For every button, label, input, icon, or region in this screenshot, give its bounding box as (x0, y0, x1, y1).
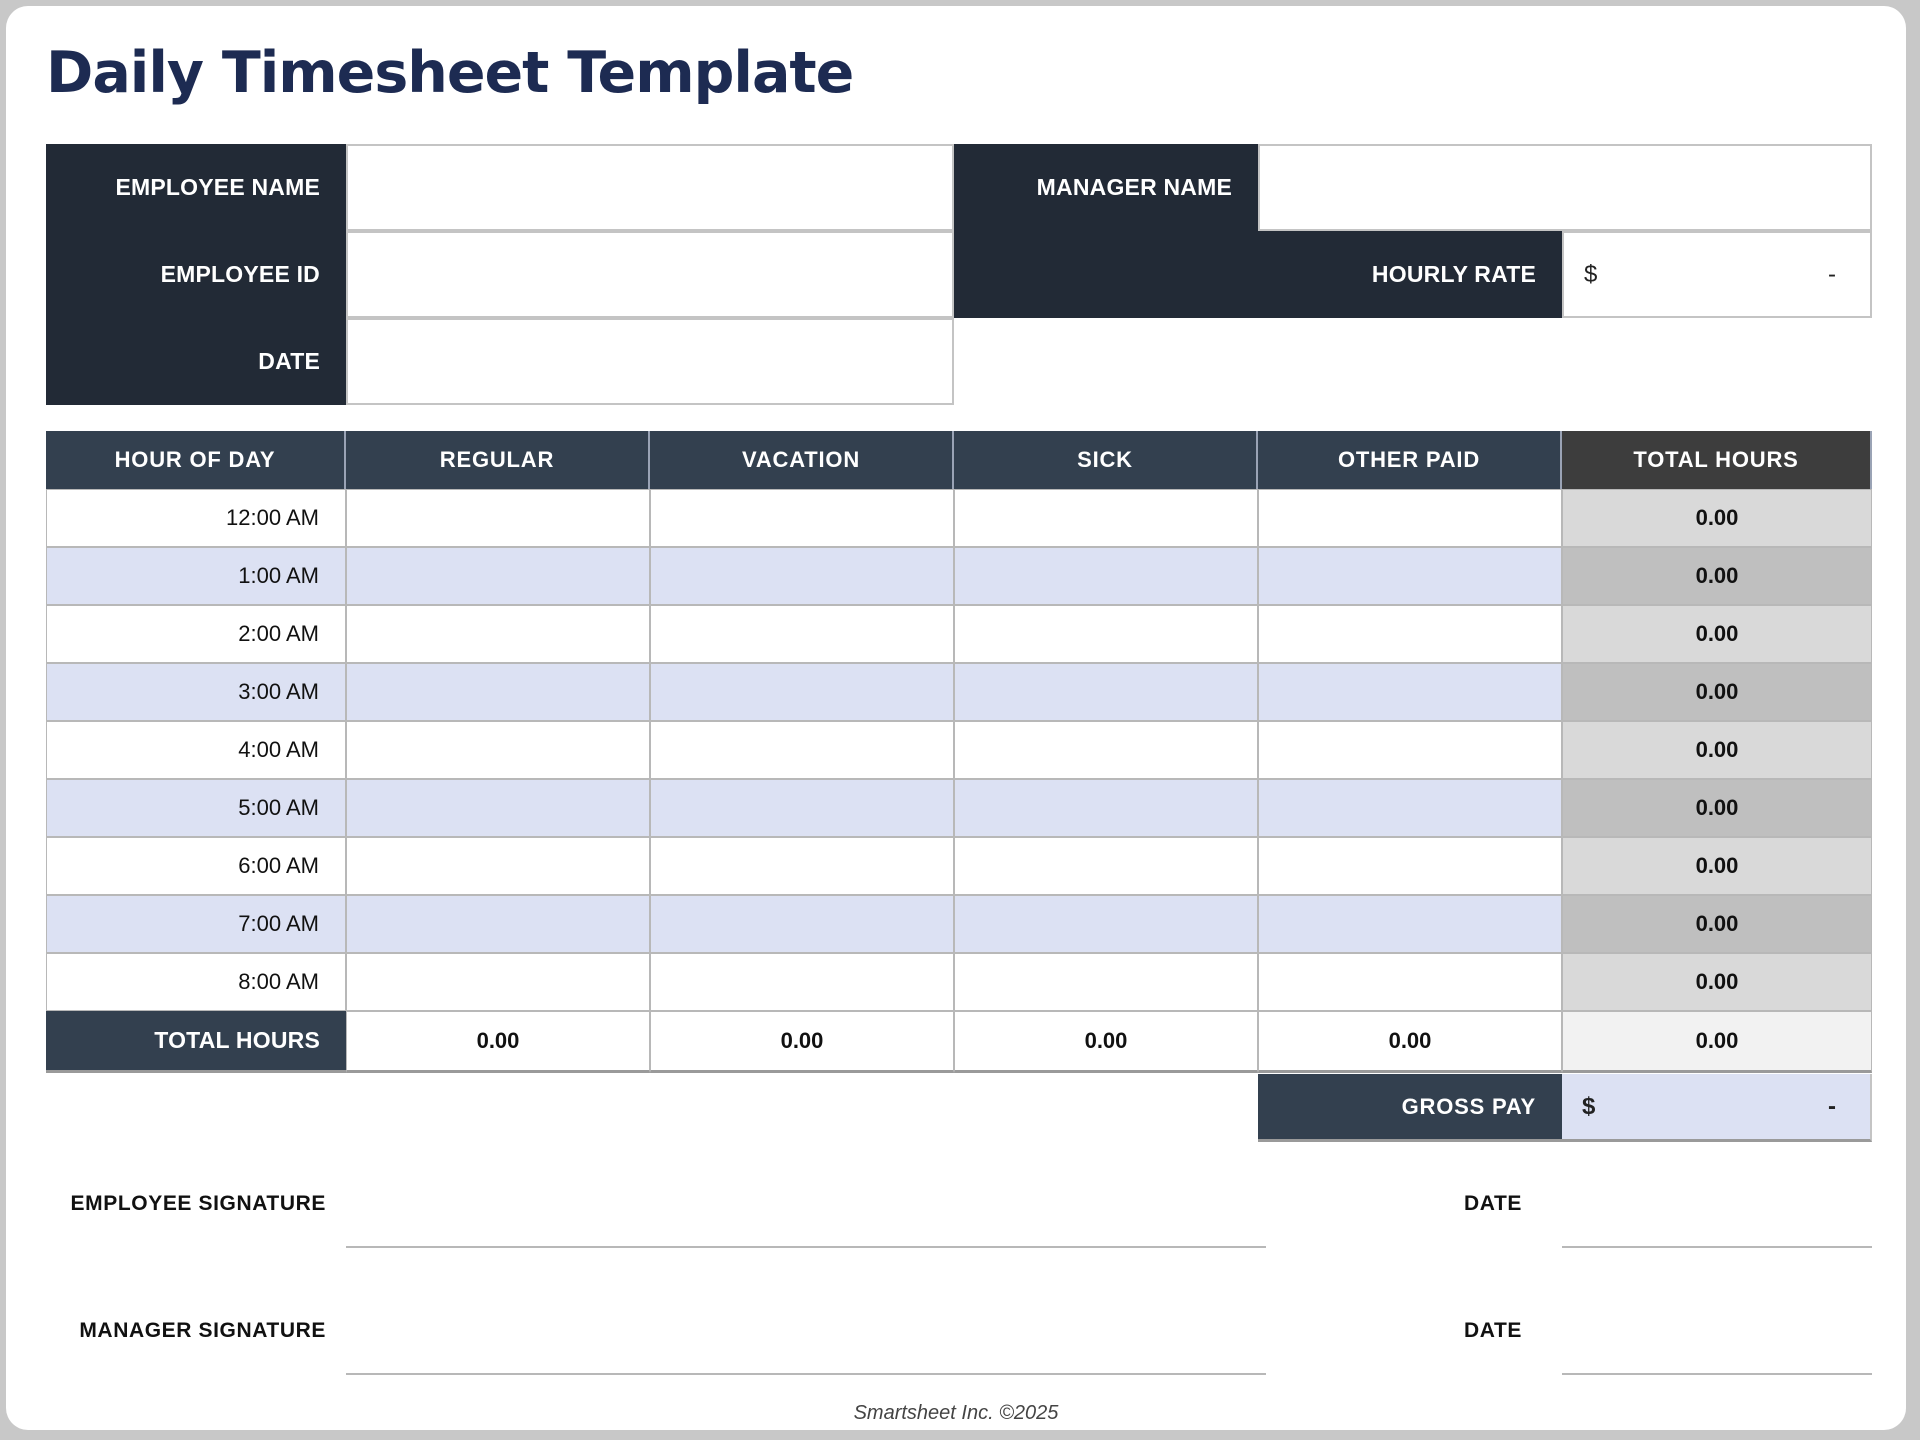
column-header-total: TOTAL HOURS (1562, 431, 1872, 489)
hours-input-other-paid[interactable] (1258, 953, 1562, 1011)
hours-input-sick[interactable] (954, 605, 1258, 663)
row-hour-label: 6:00 AM (46, 837, 346, 895)
column-header-hour: HOUR OF DAY (46, 431, 346, 489)
row-hour-label: 4:00 AM (46, 721, 346, 779)
hours-input-regular[interactable] (346, 895, 650, 953)
row-total-hours: 0.00 (1562, 895, 1872, 953)
row-hour-label: 7:00 AM (46, 895, 346, 953)
total-hours-label: TOTAL HOURS (46, 1011, 346, 1073)
row-hour-label: 8:00 AM (46, 953, 346, 1011)
column-header-sick: SICK (954, 431, 1258, 489)
hours-input-sick[interactable] (954, 895, 1258, 953)
employee-name-label: EMPLOYEE NAME (46, 144, 346, 231)
hours-input-vacation[interactable] (650, 721, 954, 779)
hours-input-regular[interactable] (346, 547, 650, 605)
hours-input-vacation[interactable] (650, 953, 954, 1011)
total-sick: 0.00 (954, 1011, 1258, 1073)
page-title: Daily Timesheet Template (46, 40, 854, 106)
manager-name-label: MANAGER NAME (954, 144, 1258, 231)
hours-input-regular[interactable] (346, 663, 650, 721)
hourly-rate-currency: $ (1584, 260, 1598, 288)
gross-pay-currency: $ (1582, 1092, 1596, 1120)
hours-input-vacation[interactable] (650, 605, 954, 663)
hours-input-other-paid[interactable] (1258, 605, 1562, 663)
column-header-vacation: VACATION (650, 431, 954, 489)
row-total-hours: 0.00 (1562, 663, 1872, 721)
row-hour-label: 5:00 AM (46, 779, 346, 837)
total-vacation: 0.00 (650, 1011, 954, 1073)
row-total-hours: 0.00 (1562, 837, 1872, 895)
gross-pay-field (1562, 1074, 1872, 1142)
date-field[interactable] (346, 318, 954, 405)
hours-input-regular[interactable] (346, 837, 650, 895)
hours-input-vacation[interactable] (650, 779, 954, 837)
total-total: 0.00 (1562, 1011, 1872, 1073)
date-label: DATE (46, 318, 346, 405)
row-hour-label: 2:00 AM (46, 605, 346, 663)
row-hour-label: 1:00 AM (46, 547, 346, 605)
hours-input-vacation[interactable] (650, 837, 954, 895)
hours-input-other-paid[interactable] (1258, 547, 1562, 605)
hours-input-vacation[interactable] (650, 895, 954, 953)
employee-signature-line[interactable] (346, 1246, 1266, 1248)
employee-name-field[interactable] (346, 144, 954, 231)
hours-input-other-paid[interactable] (1258, 837, 1562, 895)
row-total-hours: 0.00 (1562, 953, 1872, 1011)
employee-date-label: DATE (1463, 1192, 1522, 1215)
timesheet-page (6, 6, 1906, 1430)
hours-input-vacation[interactable] (650, 663, 954, 721)
hourly-rate-label: HOURLY RATE (954, 231, 1562, 318)
hours-input-regular[interactable] (346, 779, 650, 837)
hourly-rate-field[interactable] (1562, 231, 1872, 318)
hours-input-other-paid[interactable] (1258, 895, 1562, 953)
hours-input-regular[interactable] (346, 605, 650, 663)
hours-input-sick[interactable] (954, 721, 1258, 779)
row-total-hours: 0.00 (1562, 547, 1872, 605)
row-total-hours: 0.00 (1562, 605, 1872, 663)
hours-input-other-paid[interactable] (1258, 721, 1562, 779)
footer-copyright: Smartsheet Inc. ©2025 (853, 1402, 1059, 1424)
employee-signature-label: EMPLOYEE SIGNATURE (70, 1192, 326, 1215)
hours-input-sick[interactable] (954, 953, 1258, 1011)
hours-input-regular[interactable] (346, 953, 650, 1011)
hours-input-sick[interactable] (954, 663, 1258, 721)
row-total-hours: 0.00 (1562, 721, 1872, 779)
hours-input-other-paid[interactable] (1258, 489, 1562, 547)
hours-input-sick[interactable] (954, 489, 1258, 547)
hours-input-sick[interactable] (954, 837, 1258, 895)
total-regular: 0.00 (346, 1011, 650, 1073)
employee-id-label: EMPLOYEE ID (46, 231, 346, 318)
manager-signature-line[interactable] (346, 1373, 1266, 1375)
hours-input-regular[interactable] (346, 489, 650, 547)
hours-input-regular[interactable] (346, 721, 650, 779)
manager-date-line[interactable] (1562, 1373, 1872, 1375)
row-total-hours: 0.00 (1562, 779, 1872, 837)
hours-input-other-paid[interactable] (1258, 779, 1562, 837)
hours-input-sick[interactable] (954, 547, 1258, 605)
manager-name-field[interactable] (1258, 144, 1872, 231)
column-header-regular: REGULAR (346, 431, 650, 489)
hours-input-sick[interactable] (954, 779, 1258, 837)
gross-pay-label: GROSS PAY (1258, 1074, 1562, 1142)
manager-signature-label: MANAGER SIGNATURE (79, 1319, 326, 1342)
gross-pay-value: - (1828, 1092, 1836, 1120)
employee-date-line[interactable] (1562, 1246, 1872, 1248)
row-hour-label: 3:00 AM (46, 663, 346, 721)
column-header-other-paid: OTHER PAID (1258, 431, 1562, 489)
manager-date-label: DATE (1463, 1319, 1522, 1342)
row-total-hours: 0.00 (1562, 489, 1872, 547)
hourly-rate-value: - (1828, 260, 1836, 288)
hours-input-vacation[interactable] (650, 547, 954, 605)
total-other-paid: 0.00 (1258, 1011, 1562, 1073)
row-hour-label: 12:00 AM (46, 489, 346, 547)
employee-id-field[interactable] (346, 231, 954, 318)
hours-input-other-paid[interactable] (1258, 663, 1562, 721)
hours-input-vacation[interactable] (650, 489, 954, 547)
